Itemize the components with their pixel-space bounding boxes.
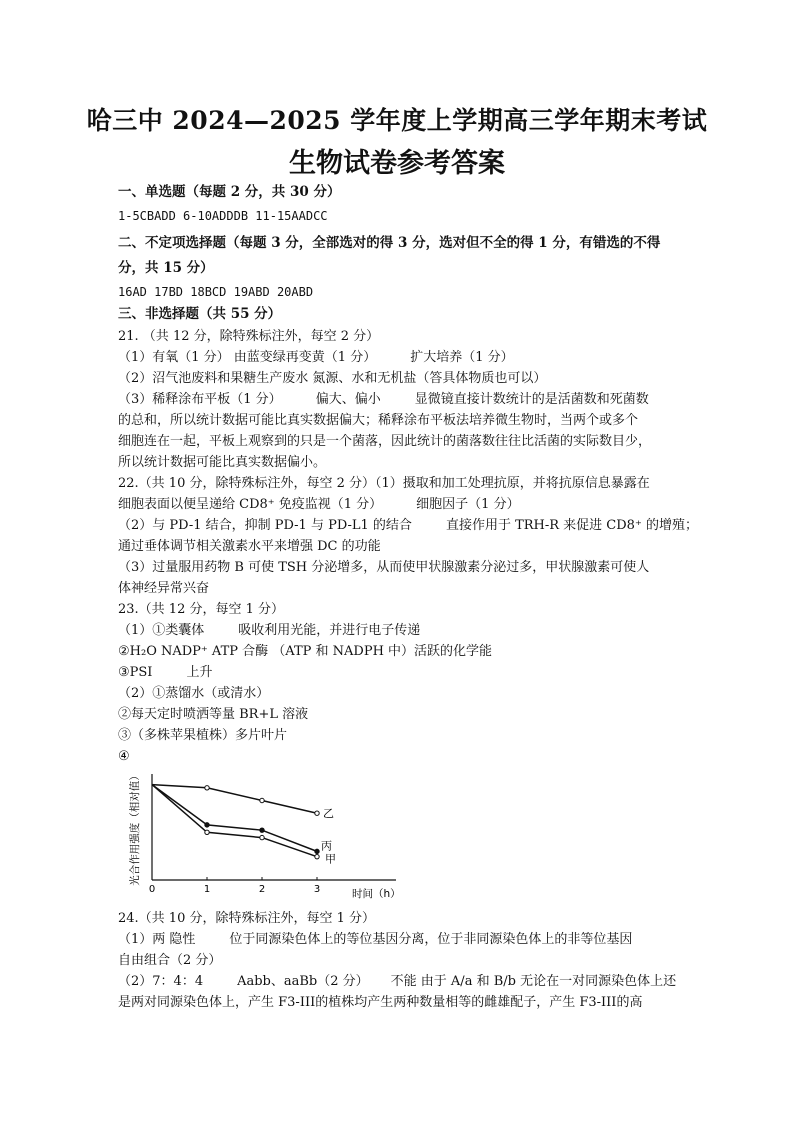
section2-heading-line1: 二、不定项选择题（每题 3 分，全部选对的得 3 分，选对但不全的得 1 分，有错选的不得 (118, 235, 661, 251)
q21-line (118, 391, 649, 409)
q22-line2-b: 细胞因子（1 分） (416, 497, 520, 512)
q22-line3-a: （2）与 PD-1 结合，抑制 PD-1 与 PD-L1 的结合 (118, 518, 412, 533)
q21-part3-d: 的总和，所以统计数据可能比真实数据偏大；稀释涂布平板法培养微生物时，当两个或多个 (118, 413, 639, 428)
section1-heading: 一、单选题（每题 2 分，共 30 分） (118, 184, 341, 200)
q23-line4: （2）①蒸馏水（或清水） (118, 686, 270, 701)
section3-heading: 三、非选择题（共 55 分） (118, 306, 282, 322)
data-point (205, 786, 209, 790)
q21-part3-a: （3）稀释涂布平板（1 分） (118, 392, 282, 407)
q21-part3-b: 偏大、偏小 (315, 392, 381, 407)
x-tick-label: 3 (313, 884, 321, 895)
data-point (205, 830, 209, 834)
q21-line (118, 349, 514, 367)
q24-line1-b: 位于同源染色体上的等位基因分离，位于非同源染色体上的非等位基因 (229, 932, 633, 947)
q21-part1-b: 扩大培养（1 分） (410, 350, 514, 365)
q24-line3-a: （2）7：4：4 (118, 974, 204, 989)
section2-answers: 16AD 17BD 18BCD 19ABD 20ABD (118, 285, 314, 299)
series-line (152, 785, 317, 857)
q22-line1: 22.（共 10 分，除特殊标注外，每空 2 分）（1）摄取和加工处理抗原，并将抗原信息暴露在 (118, 476, 650, 491)
data-point (315, 811, 319, 815)
q21-head: 21. （共 12 分，除特殊标注外，每空 2 分） (118, 329, 380, 344)
series-label: 甲 (325, 852, 336, 866)
q23-line1-b: 吸收利用光能，并进行电子传递 (238, 623, 421, 638)
q23-line7: ④ (118, 749, 130, 764)
x-tick-label: 2 (258, 884, 266, 895)
data-point (260, 835, 264, 839)
series-label: 乙 (323, 807, 334, 821)
q23-line5: ②每天定时喷洒等量 BR+L 溶液 (118, 707, 309, 722)
q24-line (118, 973, 676, 991)
series-line (152, 785, 317, 814)
data-point (205, 823, 209, 827)
data-point (260, 828, 264, 832)
q23-line6: ③（多株苹果植株）多片叶片 (118, 728, 288, 743)
section1-answers: 1-5CBADD 6-10ADDDB 11-15AADCC (118, 209, 328, 223)
q23-line1-a: （1）①类囊体 (118, 623, 205, 638)
q24-line (118, 931, 632, 949)
data-point (260, 798, 264, 802)
q22-line (118, 517, 698, 535)
q22-line3-b: 直接作用于 TRH-R 来促进 CD8⁺ 的增殖； (445, 518, 698, 533)
data-point (315, 849, 319, 853)
q24-line3-b: Aabb、aaBb（2 分） (237, 974, 369, 989)
page-subtitle: 生物试卷参考答案 (289, 148, 505, 179)
q22-line4: 通过垂体调节相关激素水平来增强 DC 的功能 (118, 539, 381, 554)
q21-part2: （2）沼气池废料和果糖生产废水 氮源、水和无机盐（答具体物质也可以） (118, 371, 547, 386)
q23-line2: ②H₂O NADP⁺ ATP 合酶 （ATP 和 NADPH 中）活跃的化学能 (118, 644, 493, 659)
q23-line (118, 664, 212, 682)
data-point (315, 854, 319, 858)
q21-part3-e: 细胞连在一起，平板上观察到的只是一个菌落，因此统计的菌落数往往比活菌的实际数目少， (118, 434, 652, 449)
q21-part3-c: 显微镜直接计数统计的是活菌数和死菌数 (414, 392, 649, 407)
q24-head: 24.（共 10 分，除特殊标注外，每空 1 分） (118, 911, 376, 926)
q23-line (118, 622, 420, 640)
q22-line2-a: 细胞表面以便呈递给 CD8⁺ 免疫监视（1 分） (118, 497, 383, 512)
q24-line3-c: 不能 由于 A/a 和 B/b 无论在一对同源染色体上还 (390, 974, 677, 989)
q23-head: 23.（共 12 分，每空 1 分） (118, 602, 285, 617)
q24-line2: 自由组合（2 分） (118, 953, 222, 968)
x-axis-label: 时间（h） (352, 888, 401, 900)
x-tick-label: 1 (203, 884, 211, 895)
q22-line6: 体神经异常兴奋 (118, 581, 210, 596)
section2-heading-line2: 分，共 15 分） (118, 260, 214, 276)
q23-line3-b: 上升 (186, 665, 213, 680)
q21-part1-a: （1）有氧（1 分） 由蓝变绿再变黄（1 分） (118, 350, 377, 365)
q22-line (118, 496, 520, 514)
q24-line4: 是两对同源染色体上，产生 F3-III的植株均产生两种数量相等的雌雄配子，产生 F3-III的高 (118, 995, 643, 1010)
q22-line5: （3）过量服用药物 B 可使 TSH 分泌增多，从而使甲状腺激素分泌过多，甲状腺激素可使人 (118, 560, 650, 575)
y-axis-label: 光合作用强度（相对值） (129, 770, 141, 886)
photosynthesis-chart (128, 770, 408, 905)
x-tick-label: 0 (148, 884, 156, 895)
q23-line3-a: ③PSI (118, 665, 153, 680)
q24-line1-a: （1）两 隐性 (118, 932, 196, 947)
q21-part3-f: 所以统计数据可能比真实数据偏小。 (118, 455, 327, 470)
page-title: 哈三中 2024—2025 学年度上学期高三学年期末考试 (86, 106, 708, 135)
series-label: 丙 (321, 839, 332, 853)
